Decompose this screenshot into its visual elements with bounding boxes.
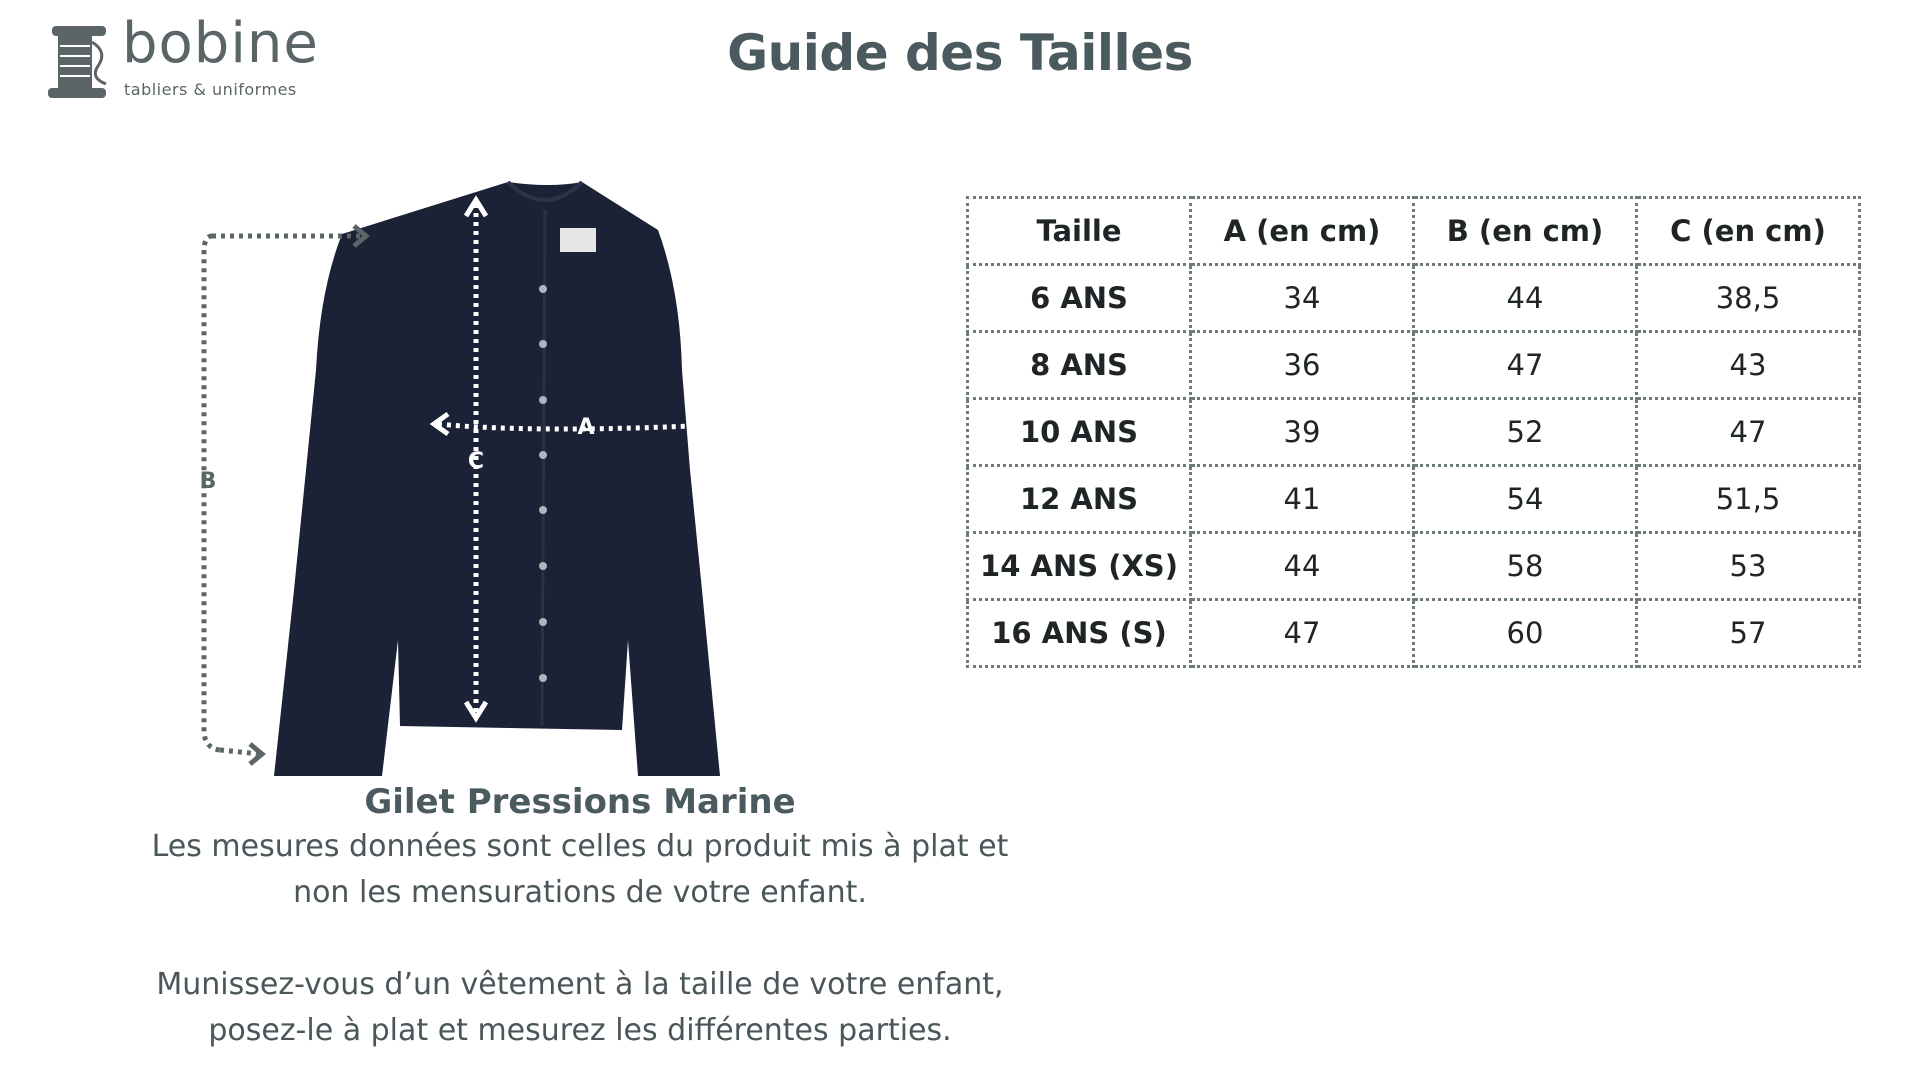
column-header-size: Taille (968, 198, 1191, 265)
measure-c-cell: 51,5 (1637, 466, 1860, 533)
measure-c-cell: 47 (1637, 399, 1860, 466)
measure-a-cell: 36 (1191, 332, 1414, 399)
size-cell: 14 ANS (XS) (968, 533, 1191, 600)
measure-b-cell: 54 (1414, 466, 1637, 533)
garment-illustration (190, 170, 920, 790)
product-caption (90, 780, 1070, 1054)
note-line-4: posez-le à plat et mesurez les différentes parties. (208, 1013, 952, 1048)
cardigan-shape (274, 182, 720, 776)
measure-b-cell: 52 (1414, 399, 1637, 466)
size-cell: 16 ANS (S) (968, 600, 1191, 667)
measure-a-cell: 39 (1191, 399, 1414, 466)
table-row (968, 399, 1860, 466)
marker-b-label: B (199, 469, 217, 494)
measure-a-cell: 41 (1191, 466, 1414, 533)
table-header-row (968, 198, 1860, 265)
note-spacer (90, 916, 1070, 962)
table-row (968, 265, 1860, 332)
note-line-1: Les mesures données sont celles du produit mis à plat et (151, 829, 1009, 864)
marker-c-label: C (467, 449, 485, 474)
measure-b-cell: 47 (1414, 332, 1637, 399)
measure-a-cell: 44 (1191, 533, 1414, 600)
measure-b-cell: 44 (1414, 265, 1637, 332)
note-line-2: non les mensurations de votre enfant. (293, 875, 867, 910)
table-row (968, 600, 1860, 667)
measure-b-cell: 60 (1414, 600, 1637, 667)
cardigan-diagram (190, 170, 920, 790)
measure-b-cell: 58 (1414, 533, 1637, 600)
size-cell: 10 ANS (968, 399, 1191, 466)
brand-tagline: tabliers & uniformes (124, 80, 297, 99)
measure-c-cell: 57 (1637, 600, 1860, 667)
table-row (968, 332, 1860, 399)
table-row (968, 466, 1860, 533)
column-header-a: A (en cm) (1191, 198, 1414, 265)
product-name: Gilet Pressions Marine (364, 782, 796, 822)
column-header-c: C (en cm) (1637, 198, 1860, 265)
measure-a-cell: 34 (1191, 265, 1414, 332)
size-cell: 8 ANS (968, 332, 1191, 399)
brand-name: bobine (122, 11, 319, 76)
measure-c-cell: 43 (1637, 332, 1860, 399)
page-title: Guide des Tailles (727, 24, 1193, 82)
size-cell: 12 ANS (968, 466, 1191, 533)
size-table (966, 196, 1861, 668)
note-line-3: Munissez-vous d’un vêtement à la taille de votre enfant, (156, 967, 1004, 1002)
column-header-b: B (en cm) (1414, 198, 1637, 265)
measure-a-cell: 47 (1191, 600, 1414, 667)
measure-c-cell: 38,5 (1637, 265, 1860, 332)
marker-a-label: A (577, 415, 595, 440)
table-row (968, 533, 1860, 600)
measure-c-cell: 53 (1637, 533, 1860, 600)
size-cell: 6 ANS (968, 265, 1191, 332)
